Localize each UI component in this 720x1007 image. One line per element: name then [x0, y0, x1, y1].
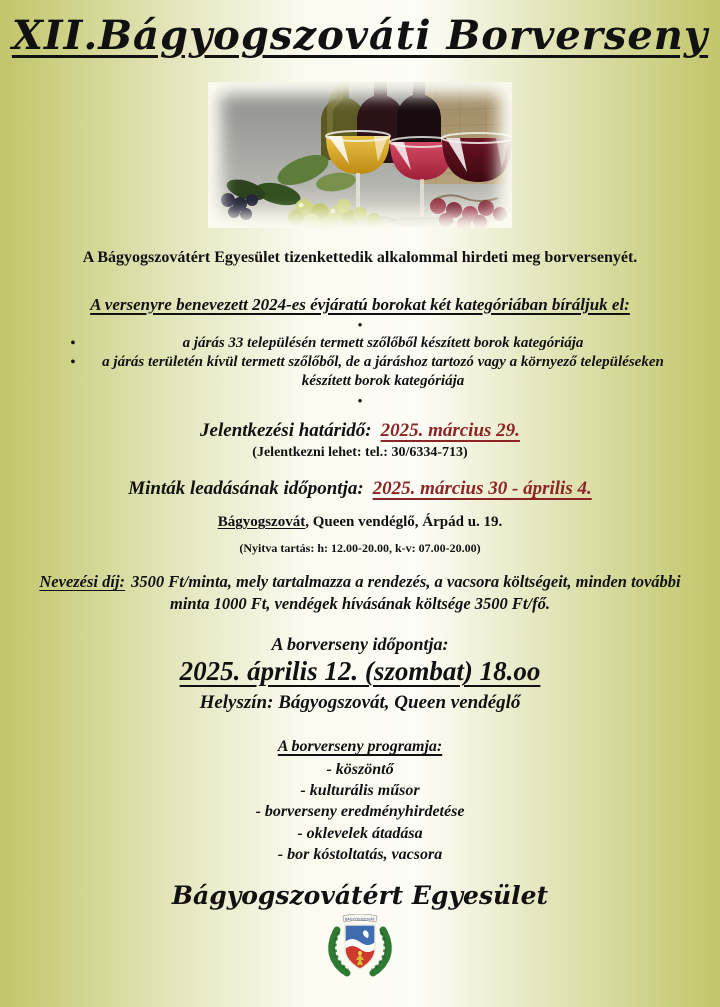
program-item: - borverseny eredményhirdetése	[255, 803, 465, 821]
registration-deadline	[200, 420, 520, 442]
bullet-separator-top: •	[357, 316, 363, 332]
coat-of-arms	[321, 914, 399, 983]
entry-fee	[18, 571, 702, 614]
wine-photo	[208, 82, 512, 228]
registration-label: Jelentkezési határidő:	[200, 420, 372, 442]
bullet-separator-bottom: •	[357, 393, 363, 409]
event-venue: Helyszín: Bágyogszovát, Queen vendéglő	[199, 692, 521, 714]
samples-deadline	[128, 478, 591, 500]
program-item: - bor kóstoltatás, vacsora	[277, 845, 443, 863]
category-text: a járás területén kívül termett szőlőből, de a járáshoz tartozó vagy a környező településeken készített borok kategóriája	[102, 353, 664, 390]
program-list	[256, 759, 465, 865]
fee-label: Nevezési díj:	[39, 572, 126, 592]
page-title: XII.Bágyogszováti Borverseny	[11, 12, 709, 59]
registration-note: (Jelentkezni lehet: tel.: 30/6334-713)	[252, 445, 468, 461]
registration-date: 2025. március 29.	[380, 420, 520, 442]
bullet-icon: •	[70, 354, 76, 370]
event-date: 2025. április 12. (szombat) 18.oo	[179, 656, 541, 687]
categories-list	[50, 334, 670, 392]
program-item: - kulturális műsor	[300, 782, 420, 800]
program-heading: A borverseny programja:	[277, 738, 443, 756]
organization-name: Bágyogszovátért Egyesület	[171, 880, 549, 910]
program-item: - köszöntő	[326, 761, 394, 779]
intro-text: A Bágyogszovátért Egyesület tizenkettedik alkalommal hirdeti meg borversenyét.	[82, 249, 638, 266]
samples-location	[218, 514, 503, 531]
location-rest: , Queen vendéglő, Árpád u. 19.	[305, 514, 503, 531]
program-item: - oklevelek átadása	[297, 824, 423, 842]
samples-date: 2025. március 30 - április 4.	[372, 478, 592, 500]
list-item	[50, 353, 670, 391]
category-text: a járás 33 településén termett szőlőből készített borok kategóriája	[182, 334, 584, 351]
bullet-icon: •	[70, 335, 76, 351]
crest-banner-text: BÁGYOGSZOVÁT	[345, 917, 375, 922]
event-heading: A borverseny időpontja:	[271, 634, 449, 655]
fee-text: 3500 Ft/minta, mely tartalmazza a rendezés, a vacsora költségeit, minden további minta 1000 Ft, vendégek hívásának költsége 3500 Ft/fő.	[131, 572, 681, 613]
categories-heading: A versenyre benevezett 2024-es évjáratú borokat két kategóriában bíráljuk el:	[90, 294, 630, 314]
opening-hours: (Nyitva tartás: h: 12.00-20.00, k-v: 07.00-20.00)	[239, 541, 481, 556]
samples-label: Minták leadásának időpontja:	[128, 478, 364, 500]
coat-of-arms-icon	[321, 914, 399, 978]
location-name: Bágyogszovát	[217, 514, 306, 531]
list-item	[50, 334, 670, 353]
wine-photo-illustration	[208, 82, 512, 228]
